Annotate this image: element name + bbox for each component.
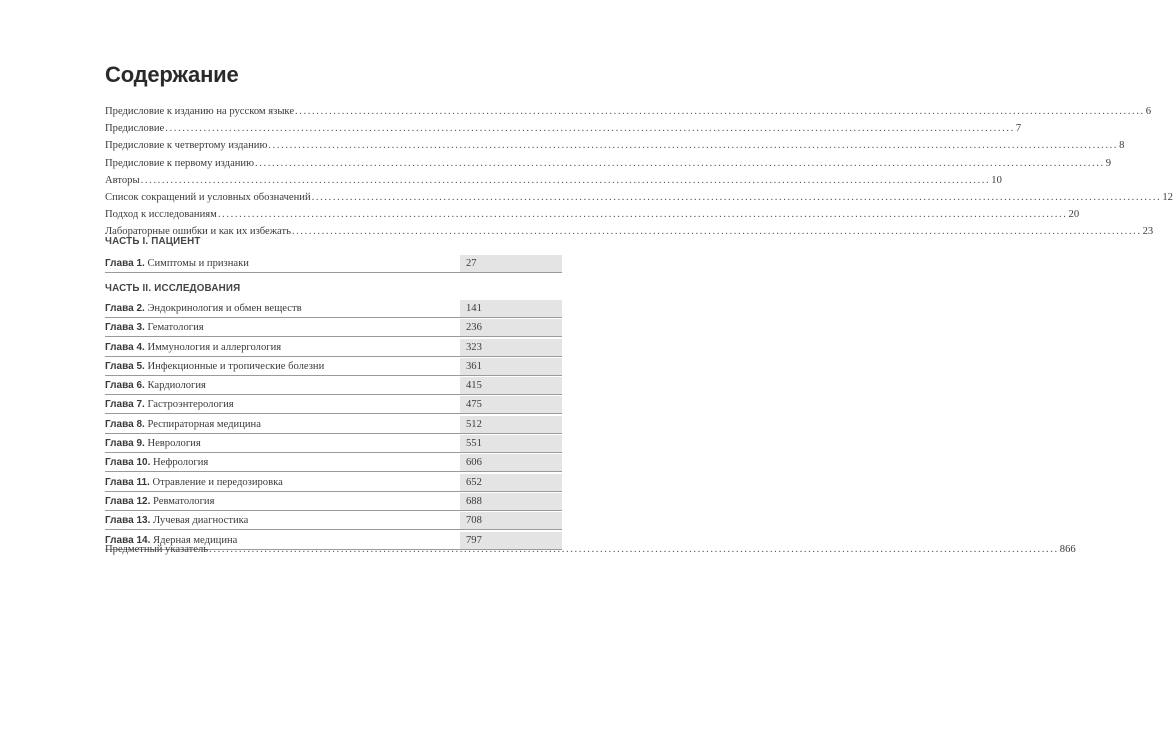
page-title: Содержание: [105, 62, 239, 87]
front-matter-list: [105, 103, 1173, 241]
toc-entry-index[interactable]: [105, 541, 1076, 558]
dot-leader: ........................................................................................................................................................................................................: [295, 106, 1145, 117]
chapter-row[interactable]: [105, 358, 562, 376]
chapter-page: 652: [460, 474, 562, 491]
chapter-list: [105, 255, 562, 273]
chapter-title: Кардиология: [147, 380, 206, 392]
toc-entry-label: Авторы: [105, 174, 140, 186]
toc-entry-page: 20: [1068, 209, 1080, 221]
dot-leader: ........................................................................................................................................................................................................: [291, 226, 1142, 238]
toc-entry-page: 23: [1142, 226, 1154, 238]
chapter-number: Глава 7.: [105, 399, 145, 411]
dot-leader: ........................................................................................................................................................................................................: [165, 123, 1015, 135]
chapter-page: 236: [460, 319, 562, 336]
chapter-list: [105, 300, 562, 550]
chapter-title: Эндокринология и обмен веществ: [147, 303, 302, 314]
toc-entry[interactable]: [105, 120, 1022, 137]
toc-entry-page: 6: [1145, 106, 1152, 117]
chapter-text: [105, 474, 460, 491]
chapter-title: Нефрология: [153, 457, 209, 469]
toc-entry-label: Предметный указатель: [105, 544, 209, 555]
chapter-title: Отравление и передозировка: [152, 476, 283, 488]
toc-entry[interactable]: [105, 137, 1125, 154]
chapter-page: 797: [460, 532, 562, 549]
chapter-page: 361: [460, 358, 562, 375]
dot-leader: ........................................................................................................................................................................................................: [217, 209, 1068, 221]
part-heading: [105, 283, 240, 294]
chapter-number: Глава 2.: [105, 303, 145, 314]
chapter-title: Иммунология и аллергология: [147, 341, 282, 353]
toc-entry-label: Лабораторные ошибки и как их избежать: [105, 226, 291, 238]
index-entry-wrap: [105, 541, 1076, 558]
toc-entry[interactable]: [105, 206, 1080, 223]
part-name: ПАЦИЕНТ: [151, 236, 201, 247]
chapter-page: 512: [460, 416, 562, 433]
chapter-number: Глава 11.: [105, 476, 150, 488]
chapter-title: Лучевая диагностика: [153, 515, 249, 527]
chapter-page: 475: [460, 396, 562, 413]
toc-entry[interactable]: [105, 172, 1002, 189]
part-number: ЧАСТЬ I.: [105, 236, 149, 247]
chapter-title: Инфекционные и тропические болезни: [147, 360, 325, 372]
chapter-text: [105, 358, 460, 375]
chapter-title: Симптомы и признаки: [147, 258, 249, 269]
chapter-page: 415: [460, 377, 562, 394]
toc-entry-label: Список сокращений и условных обозначений: [105, 191, 311, 203]
chapter-page: 551: [460, 435, 562, 452]
chapter-page: 606: [460, 454, 562, 471]
chapter-text: [105, 377, 460, 394]
chapter-title: Ревматология: [153, 495, 215, 507]
chapter-title: Ядерная медицина: [153, 534, 238, 546]
chapter-row[interactable]: [105, 416, 562, 434]
chapter-row[interactable]: [105, 454, 562, 472]
toc-entry-page: 8: [1119, 140, 1125, 152]
chapter-number: Глава 8.: [105, 418, 145, 430]
toc-entry-label: Предисловие к изданию на русском языке: [105, 106, 295, 117]
chapter-text: [105, 319, 460, 336]
chapter-text: [105, 512, 460, 529]
toc-entry[interactable]: [105, 155, 1112, 172]
chapter-number: Глава 12.: [105, 495, 151, 507]
chapter-text: [105, 493, 460, 510]
chapter-page: 27: [460, 255, 562, 272]
toc-entry-label: Предисловие к первому изданию: [105, 157, 255, 169]
chapter-row[interactable]: [105, 435, 562, 453]
chapter-title: Гастроэнтерология: [147, 399, 234, 411]
toc-entry[interactable]: [105, 189, 1173, 206]
chapter-number: Глава 1.: [105, 258, 145, 269]
chapter-page: 323: [460, 339, 562, 356]
chapter-row[interactable]: [105, 474, 562, 492]
chapter-text: [105, 435, 460, 452]
chapter-title: Гематология: [147, 322, 204, 334]
toc-entry-label: Предисловие к четвертому изданию: [105, 140, 268, 152]
toc-entry-label: Подход к исследованиям: [105, 209, 217, 221]
chapter-row[interactable]: [105, 493, 562, 511]
chapter-number: Глава 6.: [105, 380, 145, 392]
toc-entry-page: 12: [1162, 191, 1173, 203]
part-name: ИССЛЕДОВАНИЯ: [154, 283, 241, 294]
dot-leader: ........................................................................................................................................................................................................: [140, 174, 991, 186]
toc-entry[interactable]: [105, 103, 1152, 120]
chapter-number: Глава 10.: [105, 457, 151, 469]
chapter-title: Респираторная медицина: [147, 418, 261, 430]
chapter-row[interactable]: [105, 319, 562, 337]
chapter-number: Глава 5.: [105, 360, 145, 372]
chapter-number: Глава 4.: [105, 341, 145, 353]
toc-entry-page: 7: [1015, 123, 1022, 135]
dot-leader: ........................................................................................................................................................................................................: [268, 140, 1119, 152]
chapter-number: Глава 13.: [105, 515, 151, 527]
toc-entry-page: 9: [1105, 157, 1112, 169]
toc-entry-page: 10: [991, 174, 1002, 186]
chapter-row[interactable]: [105, 396, 562, 414]
chapter-number: Глава 3.: [105, 322, 145, 334]
chapter-page: 141: [460, 300, 562, 317]
chapter-row[interactable]: [105, 255, 562, 273]
toc-entry-label: Предисловие: [105, 123, 165, 135]
part-number: ЧАСТЬ II.: [105, 283, 152, 294]
chapter-text: [105, 300, 460, 317]
chapter-text: [105, 416, 460, 433]
dot-leader: ........................................................................................................................................................................................................: [311, 191, 1162, 203]
toc-entry-page: 866: [1059, 544, 1076, 555]
dot-leader: ........................................................................................................................................................................................................: [209, 544, 1059, 555]
chapter-row[interactable]: [105, 339, 562, 357]
chapter-page: 708: [460, 512, 562, 529]
chapter-row[interactable]: [105, 377, 562, 395]
part-heading: [105, 236, 201, 247]
chapter-page: 688: [460, 493, 562, 510]
chapter-title: Неврология: [147, 438, 201, 450]
chapter-text: [105, 255, 460, 272]
chapter-text: [105, 396, 460, 413]
chapter-text: [105, 339, 460, 356]
chapter-row[interactable]: [105, 512, 562, 530]
chapter-number: Глава 9.: [105, 438, 145, 450]
chapter-text: [105, 454, 460, 471]
chapter-row[interactable]: [105, 300, 562, 318]
chapter-number: Глава 14.: [105, 534, 151, 546]
dot-leader: ........................................................................................................................................................................................................: [255, 157, 1105, 169]
